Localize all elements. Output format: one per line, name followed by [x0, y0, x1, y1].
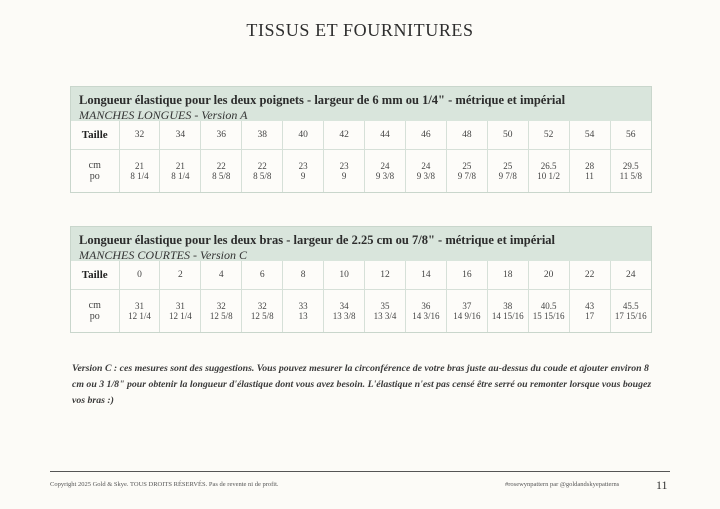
measurement-table [71, 261, 651, 332]
table-cell: 9 [324, 171, 365, 192]
table-cell: 22 [242, 150, 283, 172]
table-cell: 32 [119, 121, 160, 150]
wrist-elastic-table [70, 86, 652, 193]
table-cell: 32 [242, 290, 283, 312]
table-cell: 6 [242, 261, 283, 290]
table-cell: 25 [446, 150, 487, 172]
unit-label: cm [71, 290, 119, 312]
table-cell: 31 [160, 290, 201, 312]
table-cell: 12 5/8 [201, 311, 242, 332]
table-cell: 20 [528, 261, 569, 290]
table-cell: 25 [487, 150, 528, 172]
table-cell: 10 1/2 [528, 171, 569, 192]
table-cell: 12 [365, 261, 406, 290]
table-cell: 10 [324, 261, 365, 290]
footer-copyright: Copyright 2025 Gold & Skye. TOUS DROITS RÉSERVÉS. Pas de revente ni de profit. [50, 481, 279, 488]
table-header [71, 227, 651, 261]
table-cell: 12 1/4 [119, 311, 160, 332]
table-cell: 40.5 [528, 290, 569, 312]
table-cell: 54 [569, 121, 610, 150]
page-title: TISSUS ET FOURNITURES [246, 20, 474, 40]
table-heading: Longueur élastique pour les deux bras - largeur de 2.25 cm ou 7/8" - métrique et impérial [79, 233, 556, 247]
page-number: 11 [656, 478, 668, 492]
table-cell: 0 [119, 261, 160, 290]
table-cell: 33 [283, 290, 324, 312]
table-cell: 15 15/16 [528, 311, 569, 332]
po-row [71, 311, 651, 332]
table-cell: 8 [283, 261, 324, 290]
size-row [71, 121, 651, 150]
table-cell: 14 [405, 261, 446, 290]
table-cell: 45.5 [622, 301, 639, 311]
table-cell: 24 [405, 150, 446, 172]
size-row [71, 261, 651, 290]
table-cell: 36 [405, 290, 446, 312]
size-label: Taille [71, 261, 119, 290]
table-cell: 23 [283, 150, 324, 172]
table-cell: 14 9/16 [446, 311, 487, 332]
table-cell: 42 [324, 121, 365, 150]
unit-label: po [71, 311, 119, 332]
table-cell: 17 15/16 [614, 311, 647, 321]
table-heading: Longueur élastique pour les deux poignets - largeur de 6 mm ou 1/4" - métrique et impérial [79, 93, 566, 107]
table-cell: 13 3/4 [365, 311, 406, 332]
table-cell: 31 [119, 290, 160, 312]
table-cell: 8 1/4 [160, 171, 201, 192]
table-cell: 43 [569, 290, 610, 312]
table-cell: 34 [160, 121, 201, 150]
table-cell: 12 5/8 [242, 311, 283, 332]
table-cell: 40 [283, 121, 324, 150]
table-cell: 52 [528, 121, 569, 150]
cm-row [71, 150, 651, 172]
footer-hashtag: #rosewynpattern par @goldandskyepatterns [505, 481, 620, 488]
table-cell: 18 [487, 261, 528, 290]
table-cell: 26.5 [528, 150, 569, 172]
table-cell: 8 5/8 [242, 171, 283, 192]
table-cell: 21 [160, 150, 201, 172]
table-cell: 32 [201, 290, 242, 312]
table-cell: 24 [365, 150, 406, 172]
table-cell: 2 [160, 261, 201, 290]
table-cell: 9 3/8 [365, 171, 406, 192]
table-cell: 28 [569, 150, 610, 172]
po-row [71, 171, 651, 192]
footer-divider [50, 471, 670, 472]
table-cell: 9 3/8 [405, 171, 446, 192]
table-cell: 12 1/4 [160, 311, 201, 332]
table-cell: 56 [610, 121, 651, 150]
unit-label: po [71, 171, 119, 192]
unit-label: cm [71, 150, 119, 172]
table-cell: 24 [610, 261, 651, 290]
table-cell: 22 [201, 150, 242, 172]
table-cell: 36 [201, 121, 242, 150]
table-subheading: MANCHES COURTES - Version C [79, 248, 247, 262]
table-cell: 22 [569, 261, 610, 290]
table-cell: 37 [446, 290, 487, 312]
table-cell: 4 [201, 261, 242, 290]
version-c-note: Version C : ces mesures sont des suggestions. Vous pouvez mesurer la circonférence de votre bras juste au-dessus du coude et ajouter environ 8 cm ou 3 1/8" pour obtenir la longueur d'élastique dont vous avez besoin. L'élastique n'est pas censé être serré ou remonter lorsque vous bougez vos bras :) [72, 363, 652, 406]
table-cell: 11 5/8 [619, 171, 642, 181]
measurement-table [71, 121, 651, 192]
table-cell: 9 7/8 [487, 171, 528, 192]
table-cell: 11 [569, 171, 610, 192]
arm-elastic-table [70, 226, 652, 333]
table-cell: 8 1/4 [119, 171, 160, 192]
table-cell: 48 [446, 121, 487, 150]
table-cell: 14 3/16 [405, 311, 446, 332]
table-cell: 44 [365, 121, 406, 150]
table-cell: 16 [446, 261, 487, 290]
table-cell: 17 [569, 311, 610, 332]
table-cell: 14 15/16 [487, 311, 528, 332]
table-cell: 50 [487, 121, 528, 150]
table-cell: 46 [405, 121, 446, 150]
table-cell: 29.5 [622, 161, 639, 171]
table-cell: 23 [324, 150, 365, 172]
table-cell: 35 [365, 290, 406, 312]
table-cell: 8 5/8 [201, 171, 242, 192]
table-cell: 13 3/8 [324, 311, 365, 332]
table-cell: 21 [119, 150, 160, 172]
cm-row [71, 290, 651, 312]
table-cell: 34 [324, 290, 365, 312]
table-cell: 9 [283, 171, 324, 192]
table-cell: 38 [242, 121, 283, 150]
table-cell: 9 7/8 [446, 171, 487, 192]
table-cell: 38 [487, 290, 528, 312]
size-label: Taille [71, 121, 119, 150]
table-cell: 13 [283, 311, 324, 332]
table-header [71, 87, 651, 121]
table-subheading: MANCHES LONGUES - Version A [79, 108, 248, 122]
